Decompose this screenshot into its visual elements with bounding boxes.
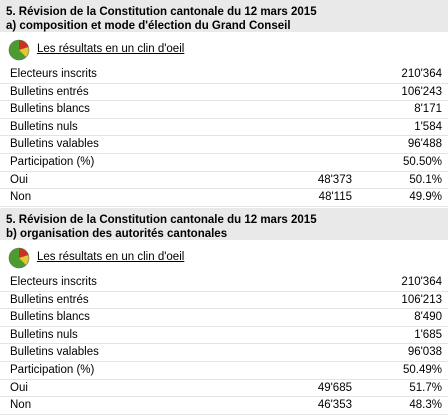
row-value: 48.3% — [409, 399, 442, 412]
row-value: 1'584 — [414, 120, 442, 133]
row-label: Bulletins nuls — [10, 120, 78, 133]
row-count: 48'115 — [318, 191, 352, 204]
row-label: Non — [10, 399, 32, 412]
row-label: Bulletins entrés — [10, 85, 89, 98]
row-label: Bulletins valables — [10, 346, 99, 359]
row-label: Bulletins nuls — [10, 328, 78, 341]
section-title-line2: a) composition et mode d'élection du Grand Conseil — [6, 20, 291, 32]
table-row — [0, 397, 448, 415]
row-value: 106'213 — [401, 293, 442, 306]
pie-chart-icon[interactable] — [8, 247, 30, 269]
row-count: 48'373 — [317, 173, 352, 186]
row-count: 49'685 — [317, 381, 352, 394]
vote-section-a — [0, 0, 448, 207]
results-table — [0, 66, 448, 207]
pie-chart-icon[interactable] — [8, 39, 30, 61]
table-row — [0, 344, 448, 362]
table-row — [0, 101, 448, 119]
table-row — [0, 189, 448, 207]
row-value: 96'038 — [407, 346, 442, 359]
row-value: 96'488 — [407, 138, 442, 151]
row-label: Oui — [10, 173, 28, 186]
row-label: Participation (%) — [10, 363, 95, 376]
table-row — [0, 119, 448, 137]
table-row — [0, 84, 448, 102]
table-row — [0, 66, 448, 84]
quick-results-bar — [0, 32, 448, 66]
row-count: 46'353 — [317, 399, 352, 412]
row-label: Bulletins blancs — [10, 103, 90, 116]
table-row — [0, 309, 448, 327]
table-row — [0, 274, 448, 292]
table-row — [0, 292, 448, 310]
row-value: 50.49% — [402, 363, 442, 376]
quick-results-link[interactable]: Les résultats en un clin d'oeil — [37, 43, 185, 55]
row-label: Bulletins valables — [10, 138, 99, 151]
row-value: 210'364 — [401, 68, 442, 80]
row-value: 50.50% — [402, 155, 442, 168]
row-label: Bulletins entrés — [10, 293, 89, 306]
section-header — [0, 208, 448, 240]
row-value: 51.7% — [409, 381, 442, 394]
section-header — [0, 0, 448, 32]
row-value: 1'685 — [414, 328, 442, 341]
quick-results-link[interactable]: Les résultats en un clin d'oeil — [37, 251, 185, 263]
table-row — [0, 380, 448, 398]
table-row — [0, 327, 448, 345]
vote-section-b — [0, 208, 448, 415]
row-label: Non — [10, 191, 32, 204]
table-row — [0, 172, 448, 190]
row-value: 8'171 — [414, 103, 442, 116]
table-row — [0, 136, 448, 154]
row-label: Oui — [10, 381, 28, 394]
row-value: 210'364 — [401, 276, 442, 288]
row-value: 49.9% — [409, 191, 442, 204]
row-value: 106'243 — [401, 85, 442, 98]
row-label: Participation (%) — [10, 155, 95, 168]
row-value: 8'490 — [414, 311, 442, 324]
table-row — [0, 362, 448, 380]
section-title-line1: 5. Révision de la Constitution cantonale du 12 mars 2015 — [6, 6, 317, 18]
quick-results-bar — [0, 240, 448, 274]
section-title-line2: b) organisation des autorités cantonales — [6, 228, 228, 240]
row-value: 50.1% — [409, 173, 442, 186]
results-table — [0, 274, 448, 415]
row-label: Electeurs inscrits — [10, 68, 97, 80]
row-label: Bulletins blancs — [10, 311, 90, 324]
row-label: Electeurs inscrits — [10, 276, 97, 288]
section-title-line1: 5. Révision de la Constitution cantonale du 12 mars 2015 — [6, 214, 317, 226]
table-row — [0, 154, 448, 172]
